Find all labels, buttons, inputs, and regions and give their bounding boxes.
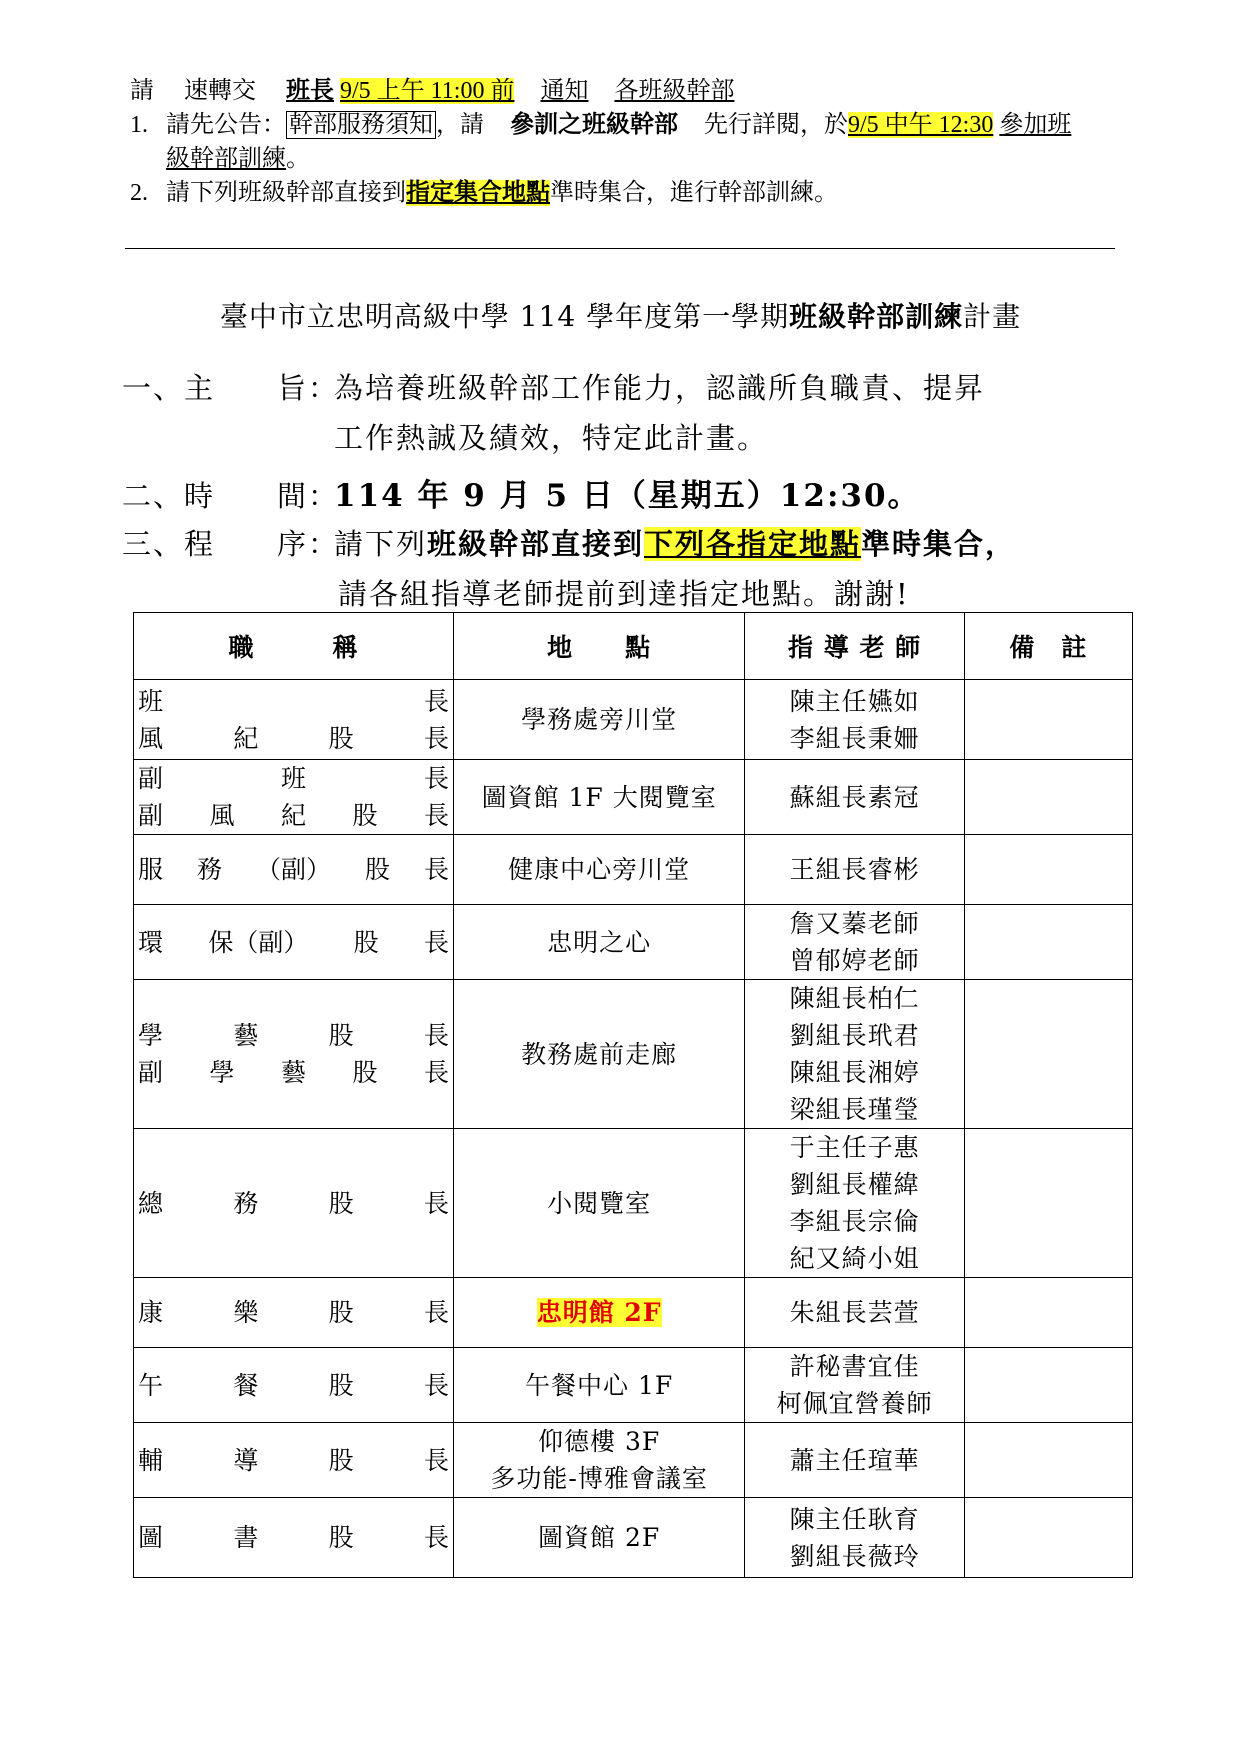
- header-title: 職 稱: [134, 613, 454, 680]
- table-row: [134, 835, 1133, 905]
- location-line: [454, 1185, 744, 1222]
- title-char: 總: [138, 1188, 164, 1218]
- table-row: [134, 1278, 1133, 1348]
- notice-doc-box: 幹部服務須知: [286, 111, 436, 139]
- divider-line: [125, 248, 1115, 249]
- title-char: 午: [138, 1370, 164, 1400]
- title-char: 長: [423, 1021, 449, 1050]
- title-char: 股: [328, 1445, 354, 1475]
- table-row: [134, 760, 1133, 835]
- title-line: [138, 924, 449, 961]
- title-char: 班: [280, 764, 306, 793]
- title-line: [138, 1054, 449, 1091]
- cell-note: [964, 760, 1132, 835]
- title-char: 學: [209, 1058, 235, 1087]
- location-line: [454, 924, 744, 961]
- title-char: 圖: [138, 1523, 164, 1552]
- title-line: [138, 1519, 449, 1556]
- cell-teacher: [745, 1348, 965, 1423]
- procedure-place: 下列各指定地點: [644, 527, 862, 561]
- cell-title: [134, 1348, 454, 1423]
- cell-teacher: [745, 1423, 965, 1498]
- location-line: [454, 701, 744, 738]
- title-char: 長: [423, 1298, 449, 1327]
- table-row: [134, 980, 1133, 1129]
- teacher-name: 劉組長薇玲: [789, 1541, 920, 1571]
- notice-item-2: 2. 請下列班級幹部直接到指定集合地點準時集合，進行幹部訓練。: [130, 180, 838, 206]
- title-char: 風: [138, 723, 164, 753]
- notice-block: [130, 74, 1130, 210]
- title-char: 保（副）: [208, 927, 309, 957]
- section-procedure-line2: 請各組指導老師提前到達指定地點。謝謝!: [338, 577, 910, 611]
- header-teacher: 指 導 老 師: [745, 613, 965, 680]
- title-line: [138, 1442, 449, 1479]
- title-char: 股: [328, 1370, 354, 1400]
- notice-monitor: 班長: [286, 78, 334, 104]
- title-char: 務: [233, 1188, 259, 1218]
- title-line: [138, 1294, 449, 1331]
- notice-time: 9/5 中午 12:30: [848, 112, 994, 138]
- location-text: 教務處前走廊: [521, 1039, 678, 1069]
- title-char: 長: [423, 1188, 449, 1218]
- location-line: [454, 1294, 744, 1331]
- section-purpose-line2: 工作熱誠及績效，特定此計畫。: [334, 421, 769, 455]
- title-char: 風: [209, 801, 235, 830]
- cell-title: [134, 1498, 454, 1578]
- cell-teacher: [745, 1129, 965, 1278]
- title-char: 學: [138, 1021, 164, 1050]
- table-row: [134, 1129, 1133, 1278]
- notice-forward-line: [130, 74, 1130, 108]
- notice-forward: 速轉交: [184, 78, 256, 104]
- title-char: 長: [423, 855, 449, 884]
- teacher-name: 于主任子惠: [789, 1133, 920, 1162]
- notice-officers: 各班級幹部: [614, 78, 735, 104]
- teacher-name: 陳主任嬿如: [789, 686, 920, 716]
- title-char: 服: [138, 855, 164, 884]
- cell-note: [964, 1498, 1132, 1578]
- location-text: 忠明之心: [547, 927, 652, 957]
- teacher-name: 詹又蓁老師: [789, 909, 920, 938]
- title-char: 股: [328, 1523, 354, 1552]
- teacher-name: 陳組長湘婷: [789, 1058, 920, 1087]
- title-char: 樂: [233, 1298, 259, 1327]
- title-char: （副）: [255, 855, 331, 884]
- cell-note: [964, 1423, 1132, 1498]
- title-line: [138, 1367, 449, 1404]
- title-char: 長: [423, 1370, 449, 1400]
- title-char: 副: [138, 801, 164, 830]
- title-char: 股: [328, 1188, 354, 1218]
- cell-title: [134, 980, 454, 1129]
- teacher-name: 劉組長權緯: [789, 1170, 920, 1199]
- table-row: [134, 1423, 1133, 1498]
- teacher-name: 許秘書宜佳: [789, 1352, 920, 1381]
- title-line: [138, 1017, 449, 1054]
- title-char: 股: [352, 801, 378, 830]
- title-char: 股: [328, 1298, 354, 1327]
- cell-teacher: [745, 905, 965, 980]
- location-text: 仰德樓 3F: [538, 1427, 661, 1456]
- table-header-row: [134, 613, 1133, 680]
- section-procedure: 三、程 序：請下列班級幹部直接到下列各指定地點準時集合，: [122, 527, 1017, 561]
- notice-notify: 通知: [540, 78, 589, 104]
- cell-location: [453, 835, 744, 905]
- location-text: 午餐中心 1F: [525, 1370, 674, 1400]
- title-char: 股: [328, 1021, 354, 1050]
- cell-note: [964, 980, 1132, 1129]
- cell-teacher: [745, 680, 965, 760]
- teacher-name: 紀又綺小姐: [789, 1244, 920, 1273]
- title-char: 輔: [138, 1445, 164, 1475]
- title-char: 股: [352, 1058, 378, 1087]
- cell-note: [964, 905, 1132, 980]
- location-line: [454, 1036, 744, 1073]
- teacher-name: 王組長睿彬: [789, 855, 920, 884]
- title-char: 長: [423, 801, 449, 830]
- location-text: 健康中心旁川堂: [508, 855, 691, 884]
- cell-note: [964, 1348, 1132, 1423]
- cell-location: [453, 1423, 744, 1498]
- title-char: 長: [423, 764, 449, 793]
- cell-location: [453, 680, 744, 760]
- section-time: 二、時 間：114 年 9 月 5 日（星期五）12:30。: [122, 478, 921, 514]
- teacher-name: 曾郁婷老師: [789, 946, 920, 975]
- cell-title: [134, 760, 454, 835]
- title-line: [138, 1185, 449, 1222]
- cell-note: [964, 835, 1132, 905]
- title-char: 長: [423, 1523, 449, 1552]
- title-char: 股: [328, 723, 354, 753]
- cell-note: [964, 1129, 1132, 1278]
- teacher-name: 李組長秉姍: [789, 723, 920, 753]
- location-line: [454, 1460, 744, 1497]
- notice-deadline: 9/5 上午 11:00 前: [340, 78, 515, 104]
- title-char: 康: [138, 1298, 164, 1327]
- page-title: 臺中市立忠明高級中學 114 學年度第一學期班級幹部訓練計畫: [219, 300, 1022, 333]
- title-line: [138, 720, 449, 757]
- title-char: 股: [353, 927, 379, 957]
- teacher-name: 陳主任耿育: [789, 1504, 920, 1534]
- title-char: 藝: [280, 1058, 306, 1087]
- cell-location: [453, 1498, 744, 1578]
- teacher-name: 蘇組長素冠: [789, 782, 920, 812]
- title-line: [138, 797, 449, 834]
- cell-title: [134, 1423, 454, 1498]
- section-purpose: 一、主 旨：為培養班級幹部工作能力，認識所負職責、提昇: [122, 371, 986, 405]
- teacher-name: 陳組長柏仁: [789, 984, 920, 1013]
- cell-title: [134, 905, 454, 980]
- location-text: 圖資館 2F: [538, 1523, 661, 1552]
- location-line: [454, 851, 744, 888]
- title-char: 長: [423, 1445, 449, 1475]
- cell-location: [453, 760, 744, 835]
- title-char: 副: [138, 1058, 164, 1087]
- cell-teacher: [745, 1278, 965, 1348]
- location-line: [454, 1519, 744, 1556]
- location-text: 小閱覽室: [547, 1188, 652, 1218]
- teacher-name: 梁組長瑾瑩: [789, 1095, 920, 1124]
- title-char: 副: [138, 764, 164, 793]
- title-char: 環: [138, 927, 164, 957]
- title-char: 紀: [233, 723, 259, 753]
- teacher-name: 柯佩宜營養師: [776, 1389, 933, 1418]
- title-char: 書: [233, 1523, 259, 1552]
- cell-teacher: [745, 980, 965, 1129]
- table-row: [134, 1498, 1133, 1578]
- location-text: 忠明館 2F: [536, 1298, 662, 1327]
- title-char: 藝: [233, 1021, 259, 1050]
- title-char: 長: [423, 723, 449, 753]
- table-row: [134, 1348, 1133, 1423]
- notice-please: 請: [130, 78, 154, 104]
- notice-place: 指定集合地點: [406, 180, 550, 206]
- notice-item-1: 1. 請先公告： 幹部服務須知 ，請 參訓之班級幹部 先行詳閱，於9/5 中午 12:30 參加班 級幹部訓練。: [130, 112, 1072, 172]
- cell-location: [453, 1278, 744, 1348]
- title-char: 長: [423, 686, 449, 716]
- teacher-name: 蕭主任瑄華: [789, 1445, 920, 1475]
- cell-teacher: [745, 835, 965, 905]
- teacher-name: 朱組長芸萱: [789, 1298, 920, 1327]
- officer-training-table: [133, 612, 1133, 1578]
- title-char: 紀: [280, 801, 306, 830]
- location-line: [454, 1423, 744, 1460]
- title-char: 股: [364, 855, 390, 884]
- cell-note: [964, 680, 1132, 760]
- table-row: [134, 680, 1133, 760]
- title-line: [138, 760, 449, 797]
- cell-location: [453, 905, 744, 980]
- teacher-name: 李組長宗倫: [789, 1207, 920, 1236]
- cell-title: [134, 680, 454, 760]
- title-char: 長: [423, 1058, 449, 1087]
- header-note: 備 註: [964, 613, 1132, 680]
- title-char: 餐: [233, 1370, 259, 1400]
- teacher-name: 劉組長玳君: [789, 1021, 920, 1050]
- cell-location: [453, 1129, 744, 1278]
- title-line: [138, 851, 449, 888]
- location-text: 學務處旁川堂: [521, 705, 678, 734]
- header-location: 地 點: [453, 613, 744, 680]
- table-row: [134, 905, 1133, 980]
- title-char: 班: [138, 686, 164, 716]
- cell-location: [453, 1348, 744, 1423]
- title-char: 務: [196, 855, 222, 884]
- cell-title: [134, 1129, 454, 1278]
- cell-title: [134, 835, 454, 905]
- cell-title: [134, 1278, 454, 1348]
- location-line: [454, 1367, 744, 1404]
- title-char: 長: [423, 927, 449, 957]
- location-text: 圖資館 1F 大閱覽室: [481, 782, 717, 812]
- location-line: [454, 779, 744, 816]
- cell-location: [453, 980, 744, 1129]
- cell-teacher: [745, 1498, 965, 1578]
- location-text: 多功能-博雅會議室: [490, 1464, 708, 1493]
- title-line: [138, 683, 449, 720]
- cell-note: [964, 1278, 1132, 1348]
- cell-teacher: [745, 760, 965, 835]
- title-char: 導: [233, 1445, 259, 1475]
